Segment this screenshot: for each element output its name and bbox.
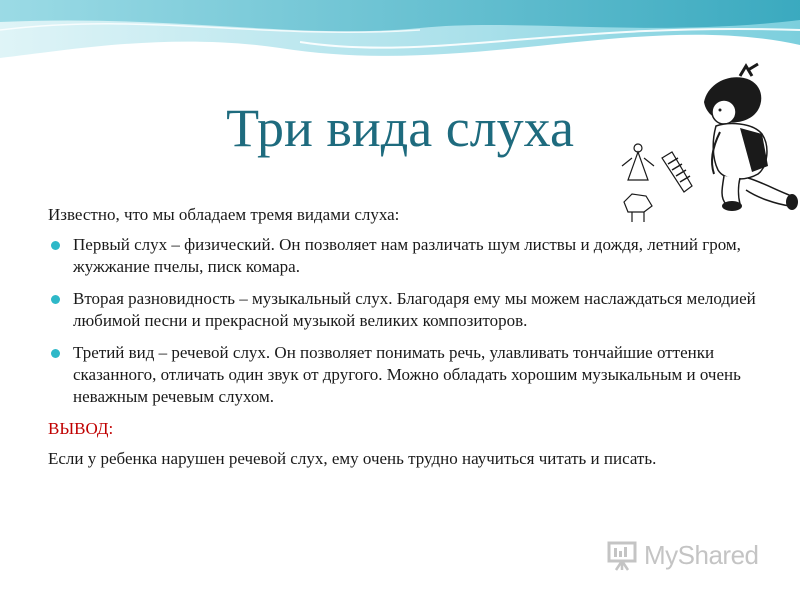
bullet-text: Третий вид – речевой слух. Он позволяет понимать речь, улавливать тончайшие оттенки сказанного, отличать один звук от другого. Можно обладать хорошим музыкальным и очень неважным речевым слухом. — [73, 343, 741, 406]
watermark — [606, 538, 759, 572]
bullet-text: Вторая разновидность – музыкальный слух. Благодаря ему мы можем наслаждаться мелодией любимой песни и прекрасной музыкой великих композиторов. — [73, 289, 756, 330]
slide-title: Три вида слуха — [226, 98, 574, 158]
conclusion-label: ВЫВОД: — [48, 419, 114, 438]
bullet-item — [48, 288, 758, 332]
bullet-text: Первый слух – физический. Он позволяет нам различать шум листвы и дождя, летний гром, жужжание пчелы, писк комара. — [73, 235, 741, 276]
presentation-board-icon — [606, 538, 640, 572]
bullet-icon — [51, 241, 60, 250]
bullet-list — [48, 234, 758, 408]
bullet-icon — [51, 349, 60, 358]
watermark-text: MyShared — [644, 539, 759, 570]
bullet-icon — [51, 295, 60, 304]
slide-body — [48, 204, 758, 470]
conclusion-text: Если у ребенка нарушен речевой слух, ему очень трудно научиться читать и писать. — [48, 449, 657, 468]
bullet-item — [48, 234, 758, 278]
bullet-item — [48, 342, 758, 408]
intro-text: Известно, что мы обладаем тремя видами слуха: — [48, 205, 400, 224]
